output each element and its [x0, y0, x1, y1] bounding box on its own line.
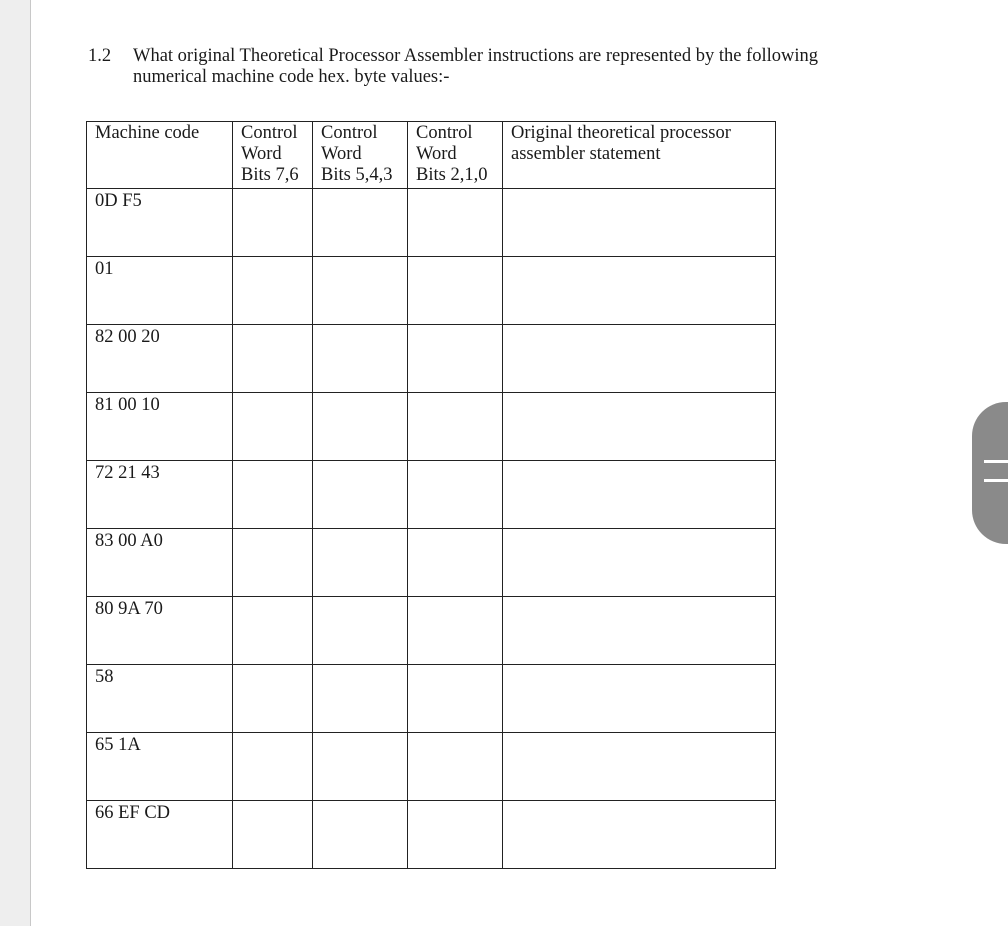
bits-7-6-cell[interactable]	[233, 257, 313, 325]
bits-7-6-cell[interactable]	[233, 597, 313, 665]
bits-5-4-3-cell[interactable]	[313, 393, 408, 461]
header-bits-2-1-0: Control Word Bits 2,1,0	[408, 122, 503, 189]
table-row	[87, 325, 776, 393]
bits-7-6-cell[interactable]	[233, 393, 313, 461]
machine-code-cell: 66 EF CD	[87, 801, 233, 869]
bits-2-1-0-cell[interactable]	[408, 325, 503, 393]
bits-2-1-0-cell[interactable]	[408, 733, 503, 801]
assembler-statement-cell[interactable]	[503, 257, 776, 325]
assembler-statement-cell[interactable]	[503, 189, 776, 257]
machine-code-cell: 72 21 43	[87, 461, 233, 529]
bits-7-6-cell[interactable]	[233, 189, 313, 257]
assembler-statement-cell[interactable]	[503, 325, 776, 393]
bits-7-6-cell[interactable]	[233, 733, 313, 801]
table-row	[87, 665, 776, 733]
bits-2-1-0-cell[interactable]	[408, 393, 503, 461]
question-text	[133, 46, 893, 88]
bits-5-4-3-cell[interactable]	[313, 665, 408, 733]
assembler-statement-cell[interactable]	[503, 597, 776, 665]
table-row	[87, 597, 776, 665]
table-row	[87, 733, 776, 801]
table-header-row	[87, 122, 776, 189]
assembler-statement-cell[interactable]	[503, 733, 776, 801]
table-row	[87, 189, 776, 257]
assembler-statement-cell[interactable]	[503, 801, 776, 869]
header-assembler-statement: Original theoretical processor assembler statement	[503, 122, 776, 189]
machine-code-cell: 83 00 A0	[87, 529, 233, 597]
bits-5-4-3-cell[interactable]	[313, 325, 408, 393]
side-panel-handle[interactable]	[972, 402, 1008, 544]
bits-5-4-3-cell[interactable]	[313, 733, 408, 801]
question-text-line-2: numerical machine code hex. byte values:-	[133, 67, 450, 87]
bits-7-6-cell[interactable]	[233, 801, 313, 869]
assembler-statement-cell[interactable]	[503, 393, 776, 461]
bits-5-4-3-cell[interactable]	[313, 257, 408, 325]
header-machine-code: Machine code	[87, 122, 233, 189]
bits-2-1-0-cell[interactable]	[408, 257, 503, 325]
bits-5-4-3-cell[interactable]	[313, 461, 408, 529]
bits-2-1-0-cell[interactable]	[408, 189, 503, 257]
bits-7-6-cell[interactable]	[233, 665, 313, 733]
table-row	[87, 801, 776, 869]
drag-handle-icon	[984, 479, 1008, 482]
bits-2-1-0-cell[interactable]	[408, 529, 503, 597]
bits-7-6-cell[interactable]	[233, 325, 313, 393]
table-row	[87, 529, 776, 597]
assembler-statement-cell[interactable]	[503, 529, 776, 597]
table-row	[87, 461, 776, 529]
drag-handle-icon	[984, 460, 1008, 463]
assembler-statement-cell[interactable]	[503, 461, 776, 529]
bits-5-4-3-cell[interactable]	[313, 529, 408, 597]
bits-5-4-3-cell[interactable]	[313, 801, 408, 869]
assembler-statement-cell[interactable]	[503, 665, 776, 733]
machine-code-cell: 01	[87, 257, 233, 325]
machine-code-cell: 82 00 20	[87, 325, 233, 393]
machine-code-cell: 0D F5	[87, 189, 233, 257]
machine-code-cell: 80 9A 70	[87, 597, 233, 665]
machine-code-table	[86, 121, 776, 869]
machine-code-cell: 58	[87, 665, 233, 733]
bits-2-1-0-cell[interactable]	[408, 597, 503, 665]
header-bits-5-4-3: Control Word Bits 5,4,3	[313, 122, 408, 189]
bits-7-6-cell[interactable]	[233, 461, 313, 529]
header-bits-7-6: Control Word Bits 7,6	[233, 122, 313, 189]
table-row	[87, 257, 776, 325]
machine-code-cell: 81 00 10	[87, 393, 233, 461]
bits-5-4-3-cell[interactable]	[313, 189, 408, 257]
question-number: 1.2	[88, 46, 112, 66]
bits-2-1-0-cell[interactable]	[408, 461, 503, 529]
bits-5-4-3-cell[interactable]	[313, 597, 408, 665]
table-row	[87, 393, 776, 461]
bits-2-1-0-cell[interactable]	[408, 665, 503, 733]
bits-7-6-cell[interactable]	[233, 529, 313, 597]
bits-2-1-0-cell[interactable]	[408, 801, 503, 869]
machine-code-cell: 65 1A	[87, 733, 233, 801]
question-text-line-1: What original Theoretical Processor Assembler instructions are represented by the following	[133, 46, 818, 66]
